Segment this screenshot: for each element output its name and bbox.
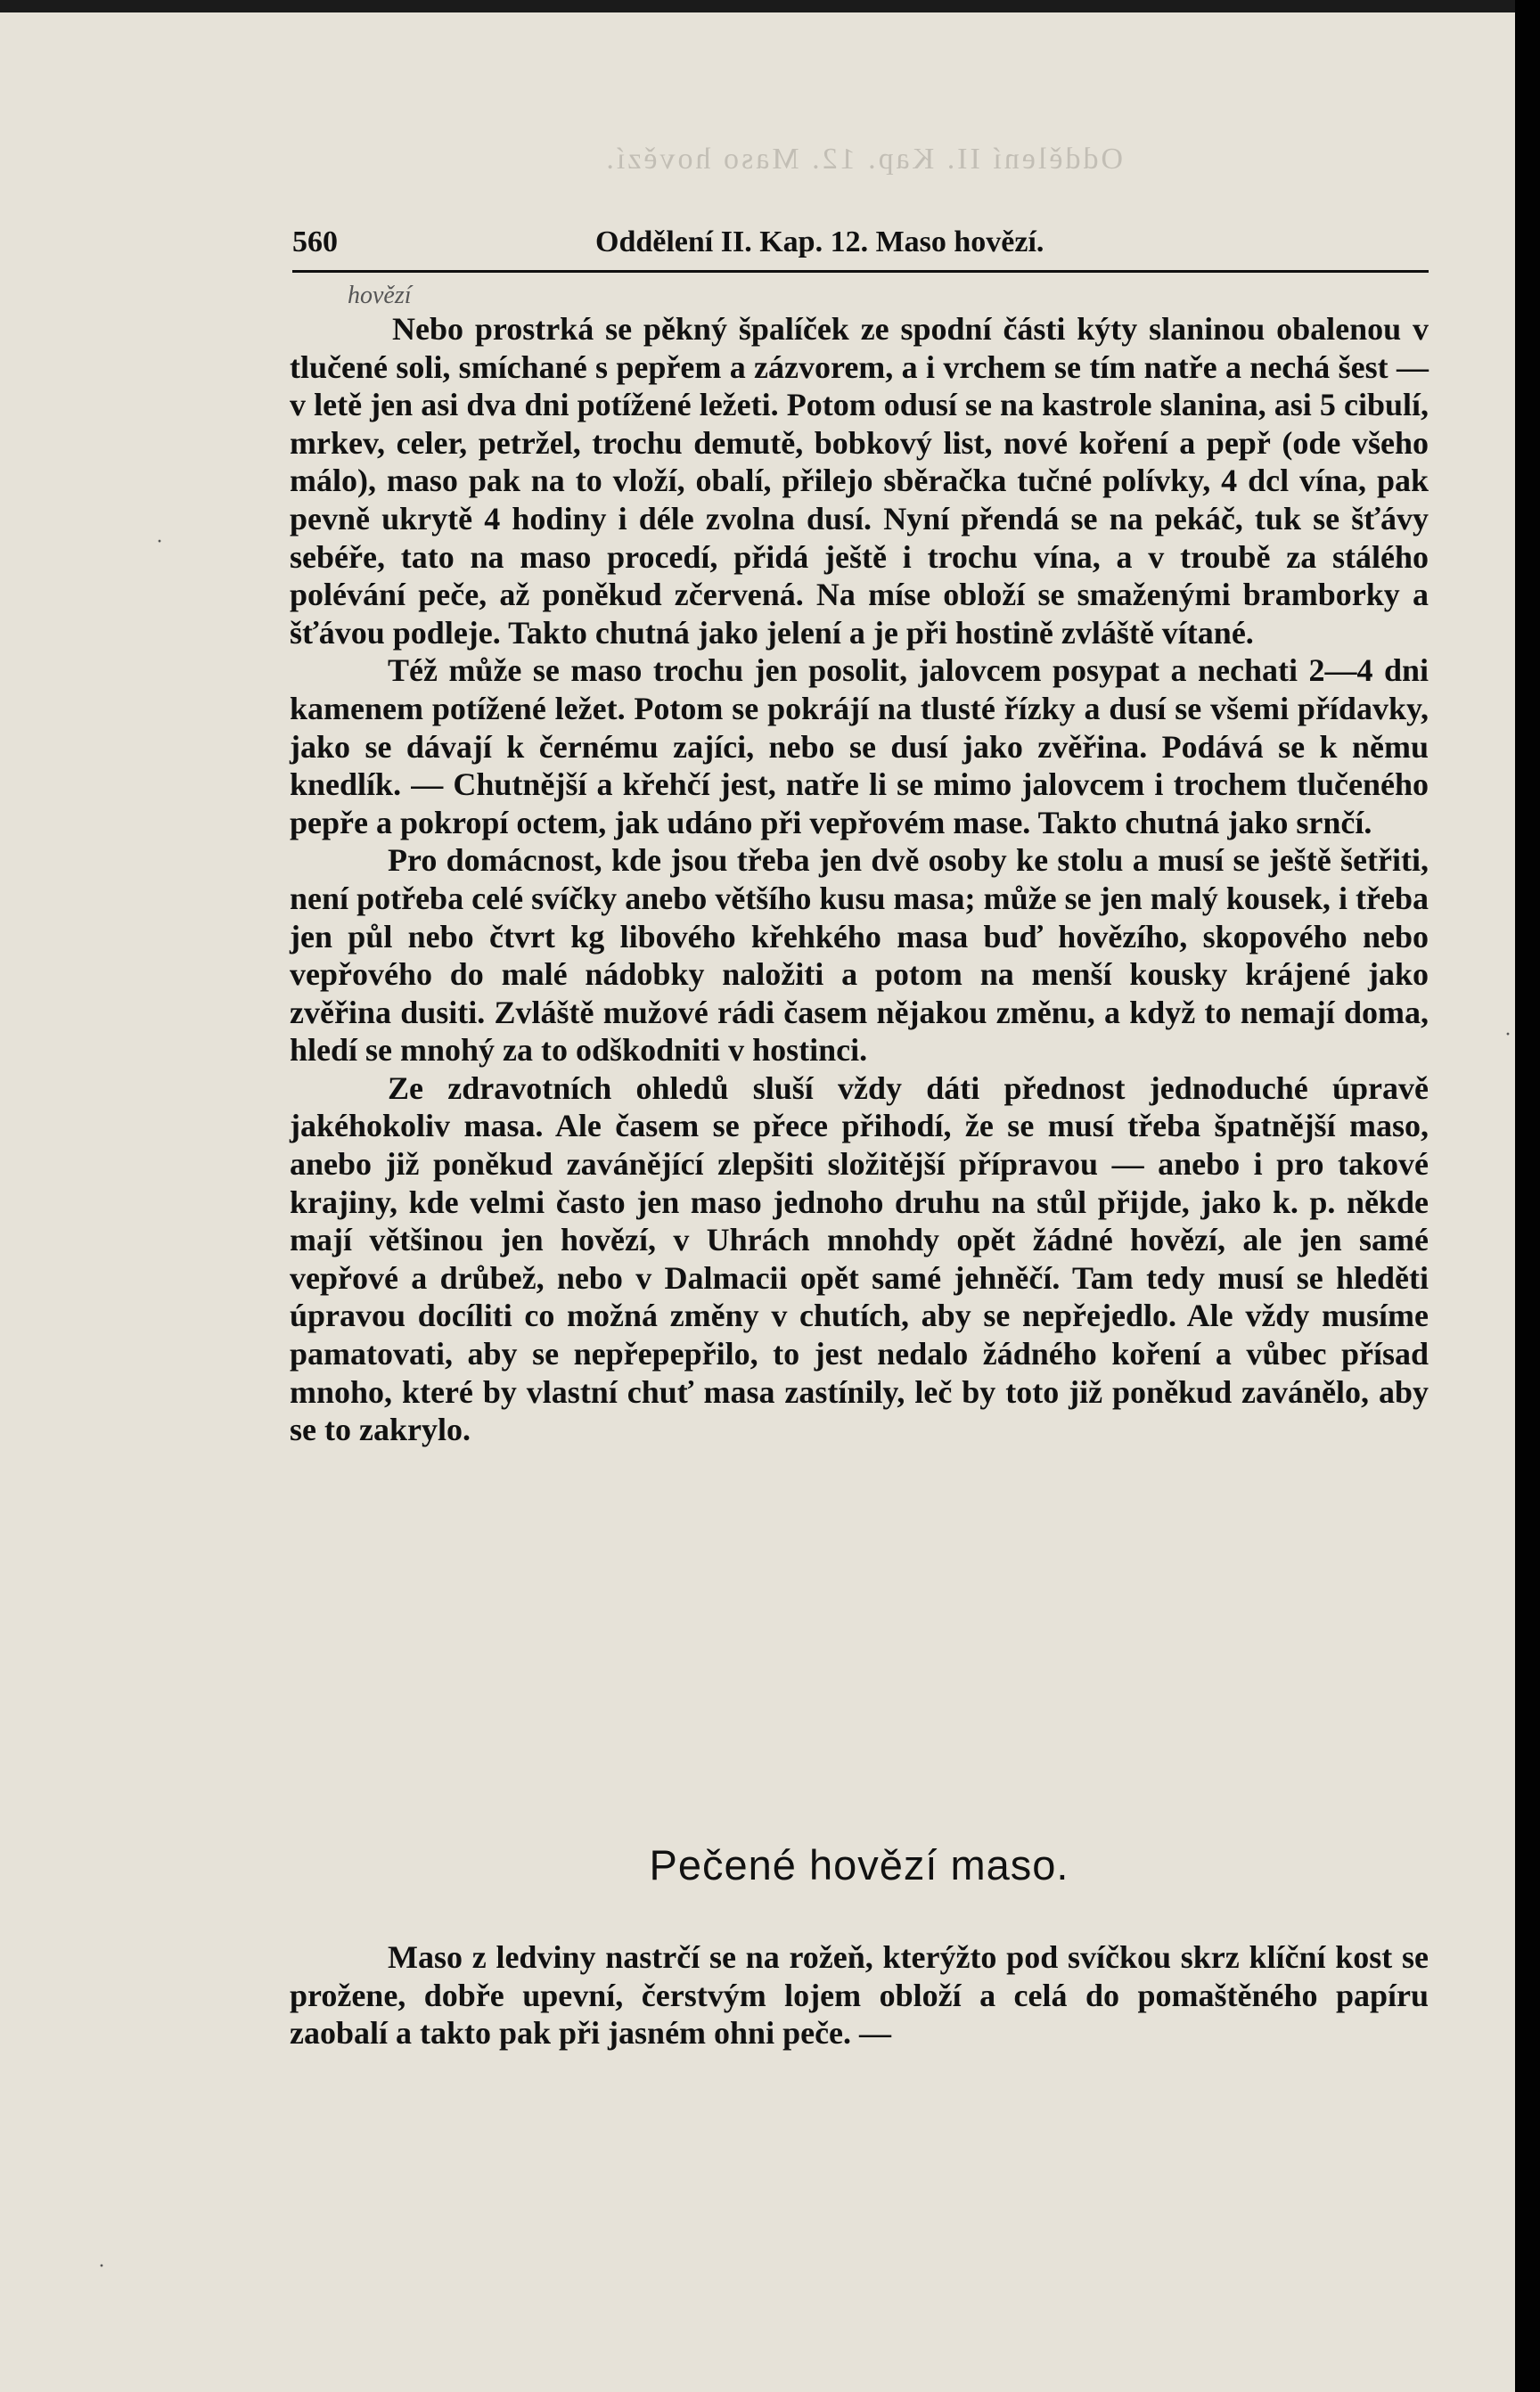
paragraph: Nebo prostrká se pěkný špalíček ze spodní části kýty slaninou obalenou v tlučené soli, smíchané s pepřem a zázvorem, a i vrchem se tím natře a nechá šest — v letě jen asi dva dni potížené ležeti. Potom odusí se na kastrole slanina, asi 5 cibulí, mrkev, celer, petržel, trochu demutě, bobkový list, nové koření a pepř (ode všeho málo), maso pak na to vloží, obalí, přilejo sběračka tučné polívky, 4 dcl vína, pak pevně ukrytě 4 hodiny i déle zvolna dusí. Nyní přendá se na pekáč, tuk se šťávy sebéře, tato na maso procedí, přidá ještě i trochu vína, a v troubě za stálého polévání peče, až poněkud zčervená. Na míse obloží se smaženými bramborky a šťávou podleje. Takto chutná jako jelení a je při hostině zvláště vítané. xyxy=(290,311,1429,651)
running-header xyxy=(292,225,1429,273)
paragraph: Maso z ledviny nastrčí se na rožeň, kterýžto pod svíčkou skrz klíční kost se prožene, dobře upevní, čerstvým lojem obloží a celá do pomaštěného papíru zaobalí a takto pak při jasném ohni peče. — xyxy=(290,1939,1429,2052)
running-title: Oddělení II. Kap. 12. Maso hovězí. xyxy=(595,225,1044,258)
handwritten-margin-note: hovězí xyxy=(348,282,412,309)
page-number: 560 xyxy=(292,225,338,258)
scan-right-edge xyxy=(1515,0,1540,2392)
stray-mark: · xyxy=(1504,1023,1511,1046)
section-body-text xyxy=(290,1938,1429,2052)
body-text xyxy=(290,310,1429,1449)
paragraph: Ze zdravotních ohledů sluší vždy dáti přednost jednoduché úpravě jakéhokoliv masa. Ale časem se přece přihodí, že se musí třeba špatnější maso, anebo již poněkud zavánějící zlepšiti složitější přípravou — anebo i pro takové krajiny, kde velmi často jen maso jednoho druhu na stůl přijde, jako k. p. někde mají většinou jen hovězí, v Uhrách mnohdy opět žádné hovězí, ale jen samé vepřové a drůbež, nebo v Dalmacii opět samé jehněčí. Tam tedy musí se hleděti úpravou docíliti co možná změny v chutích, aby se nepřejedlo. Ale vždy musíme pamatovati, aby se nepřepepřilo, to jest nedalo žádného koření a vůbec přísad mnoho, které by vlastní chuť masa zastínily, leč by toto již poněkud zavánělo, aby se to zakrylo. xyxy=(290,1069,1429,1448)
section-heading: Pečené hovězí maso. xyxy=(649,1841,1069,1888)
stray-mark: · xyxy=(98,2255,105,2278)
bleed-through-text: Oddělení II. Kap. 12. Maso hovězí. xyxy=(603,143,1123,176)
paragraph: Pro domácnost, kde jsou třeba jen dvě osoby ke stolu a musí se ještě šetřiti, není potřeba celé svíčky anebo většího kusu masa; může se jen malý kousek, i třeba jen půl nebo čtvrt kg libového křehkého masa buď hovězího, skopového nebo vepřového do malé nádobky naložiti a potom na menší kousky krájené jako zvěřina dusiti. Zvláště mužové rádi časem nějakou změnu, a když to nemají doma, hledí se mnohý za to odškodniti v hostinci. xyxy=(290,842,1429,1069)
paragraph: Též může se maso trochu jen posolit, jalovcem posypat a nechati 2—4 dni kamenem potížené ležet. Potom se pokrájí na tlusté řízky a dusí se všemi přídavky, jako se dávají k černému zajíci, nebo se dusí jako zvěřina. Podává se k němu knedlík. — Chutnější a křehčí jest, natře li se mimo jalovcem i trochem tlučeného pepře a pokropí octem, jak udáno při vepřovém mase. Takto chutná jako srnčí. xyxy=(290,652,1429,840)
stray-mark: · xyxy=(156,530,163,553)
scan-top-edge xyxy=(0,0,1515,12)
